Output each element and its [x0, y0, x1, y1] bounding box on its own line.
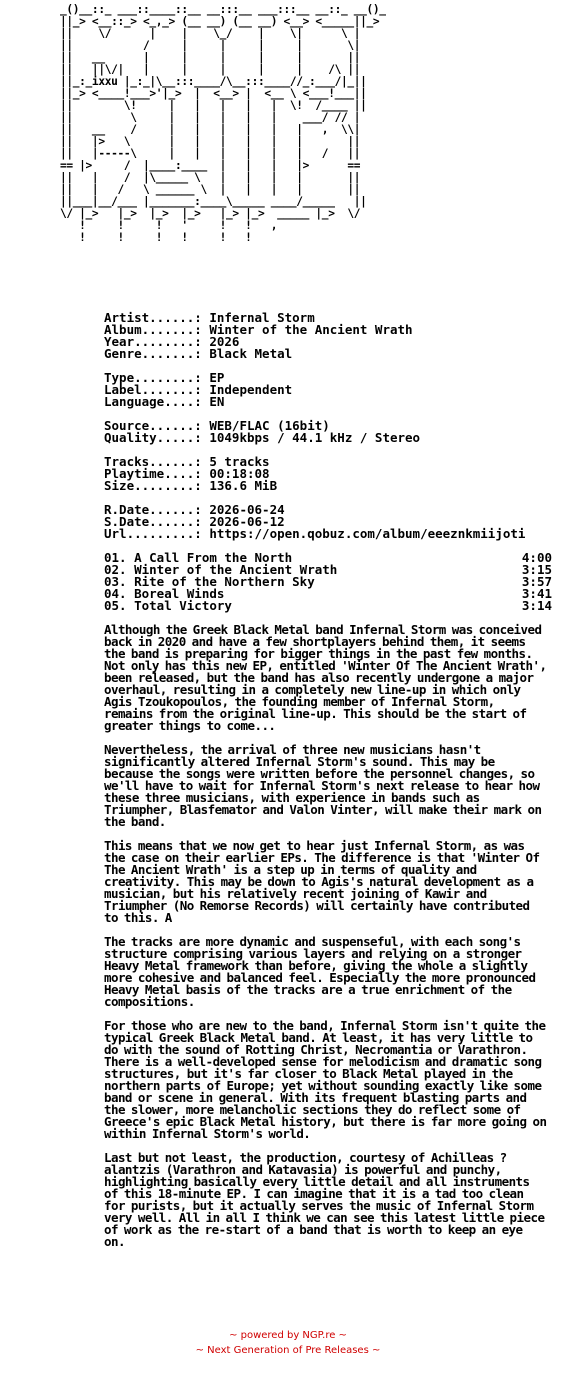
track-time: 3:15 — [521, 562, 552, 577]
track-time: 3:57 — [521, 574, 552, 589]
review-text — [104, 624, 574, 1248]
language-line: Language....: EN — [104, 394, 225, 409]
review-paragraph: For those who are new to the band, Infernal Storm isn't quite the typical Greek Black Metal band. At least, it has very little to do with the sound of Rotting Christ, Necromantia or Varathron. There is a well-developed sense for melodicism and dramatic song structures, but it's far closer to Black Metal played in the northern parts of Europe; yet without sounding exactly like some band or scene in general. With its frequent blasting parts and the slower, more melancholic sections they do reflect some of Greece's epic Black Metal history, but there is far more going on within Infernal Storm's world. — [104, 1018, 547, 1141]
track-time: 3:14 — [521, 598, 552, 613]
street-date-line: S.Date......: 2026-06-12 — [104, 514, 285, 529]
source-line: Source......: WEB/FLAC (16bit) — [104, 418, 330, 433]
track-title: 04. Boreal Winds — [104, 586, 225, 601]
track-title: 02. Winter of the Ancient Wrath — [104, 562, 338, 577]
release-date-line: R.Date......: 2026-06-24 — [104, 502, 285, 517]
album-line: Album.......: Winter of the Ancient Wrath — [104, 322, 413, 337]
track-row — [104, 600, 552, 612]
review-paragraph: Nevertheless, the arrival of three new musicians hasn't significantly altered Infernal Storm's sound. This may be because the songs were written before the personnel changes, so we'll have to wait for Infernal Storm's next release to hear how these three musicians, with experience in bands such as Triumpher, Blasfemator and Valon Vinter, will make their mark on the band. — [104, 742, 542, 829]
track-time: 4:00 — [521, 550, 552, 565]
year-line: Year........: 2026 — [104, 334, 240, 349]
playtime-line: Playtime....: 00:18:08 — [104, 466, 270, 481]
footer-credits — [0, 1328, 576, 1358]
review-paragraph: The tracks are more dynamic and suspenseful, with each song's structure comprising various layers and relying on a stronger Heavy Metal framework than before, giving the whole a slightly more cohesive and balanced feel. Especially the more pronounced Heavy Metal basis of the tracks are a true enrichment of the compositions. — [104, 934, 536, 1009]
footer-powered-by: ~ powered by NGP.re ~ — [229, 1330, 347, 1341]
track-time: 3:41 — [521, 586, 552, 601]
label-line: Label.......: Independent — [104, 382, 293, 397]
url-line: Url.........: https://open.qobuz.com/album/eeeznkmiijoti — [104, 526, 526, 541]
quality-line: Quality.....: 1049kbps / 44.1 kHz / Stereo — [104, 430, 421, 445]
review-paragraph: Last but not least, the production, courtesy of Achilleas ?alantzis (Varathron and Katavasia) is powerful and punchy, highlighting basically every little detail and all instruments of this 18-minute EP. I can imagine that it is a tad too clean for purists, but it actually serves the music of Infernal Storm very well. All in all I think we can see this latest little piece of work as the re-start of a band that is worth to keep an eye on. — [104, 1150, 545, 1249]
tracklist — [104, 552, 574, 612]
genre-line: Genre.......: Black Metal — [104, 346, 293, 361]
track-title: 05. Total Victory — [104, 598, 232, 613]
release-info — [104, 312, 574, 1260]
type-line: Type........: EP — [104, 370, 225, 385]
review-paragraph: This means that we now get to hear just Infernal Storm, as was the case on their earlier EPs. The difference is that 'Winter Of The Ancient Wrath' is a step up in terms of quality and creativity. This may be down to Agis's natural development as a musician, but his relatively recent joining of Kawir and Triumpher (No Remorse Records) will certainly have contributed to this. A — [104, 838, 540, 925]
tracks-line: Tracks......: 5 tracks — [104, 454, 270, 469]
ascii-art-logo: _()__::_ ___::____::__ __:::__ ___:::__ __::_ __()_ ||_> <__::_> <_,_> (__ __) (__ __) <__> <_____||_> || \/ | | \_/ | \| \ | || / | | | | \| || __ | | | | | || || ||\/| | | | | | /\ || ||_:_ixxu |_:_|\__:::____/\__:::____//_:___/|_|| ||_> <____!___>'|_> | <__> | <__ \ <___!___|| || \! | | | | | \! /____ || || \ | | | | | ___/ // | || __ / | | | | | | , \\| || |> \ | | | | | | || || |-----\ | | | | | | / || == |> / |____:____ | | | |> == || | / |\_____ \ | | | | || || | / \ ______ \ | | | | || ||___|__/___ |_______:____\_____ ____/_____ || \/ |_> |_> |_> |_> |_> |_> _____ |_> \/ ! ! ! ' ! ! , ! ! ! ! ! ! — [60, 3, 386, 244]
artist-line: Artist......: Infernal Storm — [104, 310, 315, 325]
review-paragraph: Although the Greek Black Metal band Infernal Storm was conceived back in 2020 and have a few shortplayers behind them, it seems the band is preparing for bigger things in the past few months. Not only has this new EP, entitled 'Winter Of The Ancient Wrath', been released, but the band has also recently undergone a major overhaul, resulting in a completely new line-up in which only Agis Tzoukopoulos, the founding member of Infernal Storm, remains from the original line-up. This should be the start of greater things to come... — [104, 622, 547, 733]
track-title: 03. Rite of the Northern Sky — [104, 574, 315, 589]
size-line: Size........: 136.6 MiB — [104, 478, 278, 493]
track-title: 01. A Call From the North — [104, 550, 293, 565]
footer-tagline: ~ Next Generation of Pre Releases ~ — [195, 1345, 381, 1356]
